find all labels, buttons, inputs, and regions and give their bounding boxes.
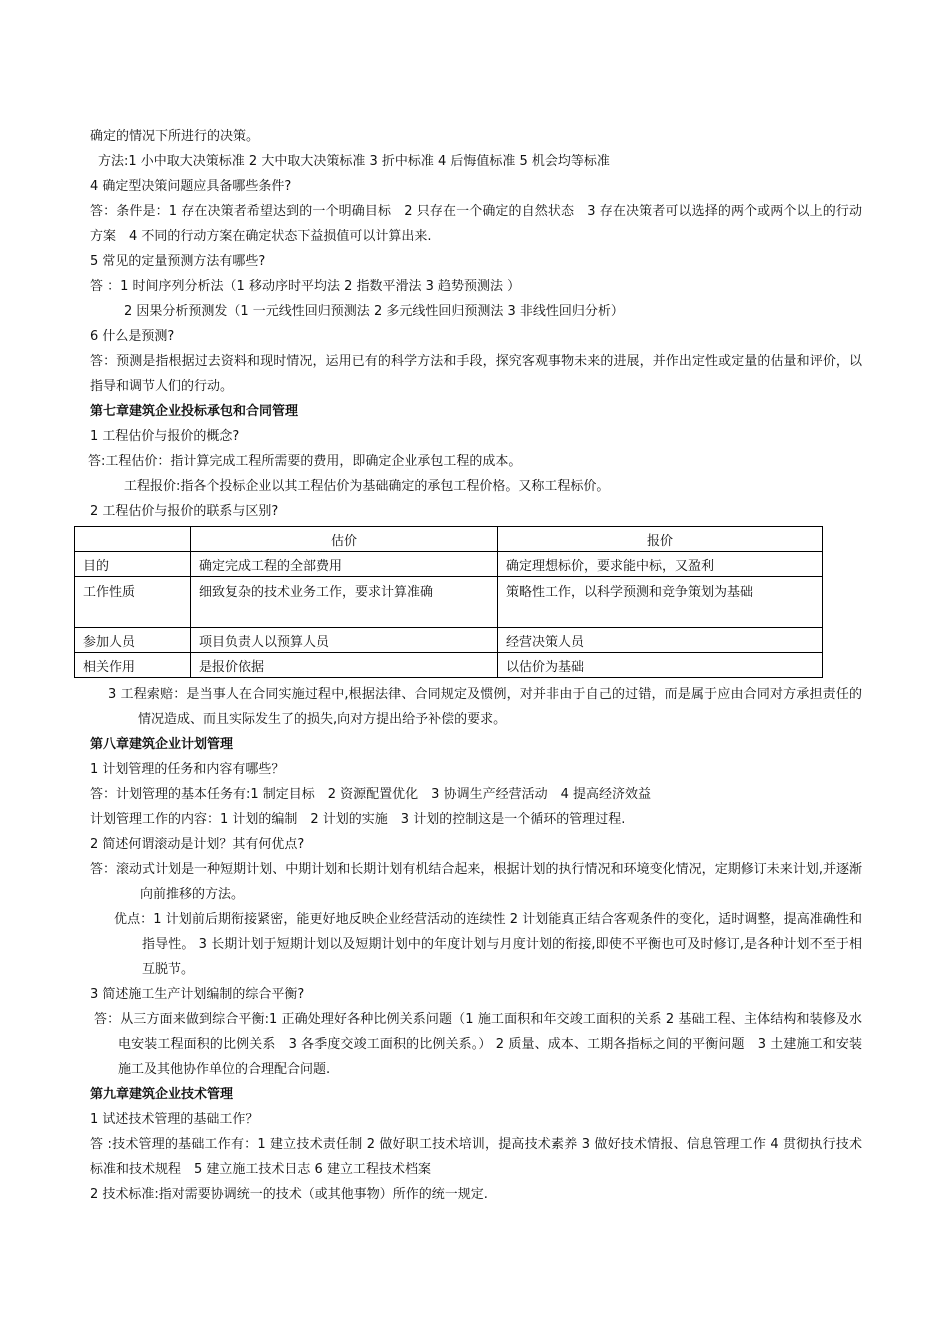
- chapter-heading: 第八章建筑企业计划管理: [90, 737, 234, 752]
- table-cell: 是报价依据: [191, 653, 498, 678]
- paragraph: 方法:1 小中取大决策标准 2 大中取大决策标准 3 折中标准 4 后悔值标准 5 机会均等标准: [98, 154, 610, 169]
- table-cell: 经营决策人员: [498, 628, 823, 653]
- question: 1 工程估价与报价的概念?: [90, 429, 240, 444]
- table-row: [75, 552, 823, 577]
- answer-continued: 2 因果分析预测发（1 一元线性回归预测法 2 多元线性回归预测法 3 非线性回归分析）: [124, 304, 624, 319]
- paragraph: 3 工程索赔：是当事人在合同实施过程中,根据法律、合同规定及惯例，对并非由于自己的过错，而是属于应由合同对方承担责任的情况造成、而且实际发生了的损失,向对方提出给予补偿的要求。: [108, 687, 862, 727]
- table-row: [75, 577, 823, 628]
- table-cell: 确定理想标价，要求能中标，又盈利: [498, 552, 823, 577]
- chapter-heading: 第七章建筑企业投标承包和合同管理: [90, 404, 299, 419]
- answer: 答：计划管理的基本任务有:1 制定目标 2 资源配置优化 3 协调生产经营活动 4 提高经济效益: [90, 787, 651, 802]
- table-cell: 参加人员: [75, 628, 191, 653]
- table-cell: 确定完成工程的全部费用: [191, 552, 498, 577]
- answer: 答 ：1 时间序列分析法（1 移动序时平均法 2 指数平滑法 3 趋势预测法 ）: [90, 279, 521, 294]
- document-page: [83, 124, 862, 1207]
- question: 2 简述何谓滚动是计划？其有何优点?: [90, 837, 305, 852]
- question: 6 什么是预测?: [90, 329, 175, 344]
- table-header-row: [75, 527, 823, 552]
- table-cell: 工作性质: [75, 577, 191, 628]
- table-header-cell: 估价: [191, 527, 498, 552]
- paragraph: 确定的情况下所进行的决策。: [90, 129, 260, 144]
- table-cell: 目的: [75, 552, 191, 577]
- question: 2 工程估价与报价的联系与区别?: [90, 504, 279, 519]
- table-header-cell: [75, 527, 191, 552]
- table-cell: 策略性工作，以科学预测和竞争策划为基础: [498, 577, 823, 628]
- table-row: [75, 628, 823, 653]
- answer-continued: 工程报价:指各个投标企业以其工程估价为基础确定的承包工程价格。又称工程标价。: [124, 479, 610, 494]
- answer: 答 :技术管理的基础工作有：1 建立技术责任制 2 做好职工技术培训，提高技术素养 3 做好技术情报、信息管理工作 4 贯彻执行技术标准和技术规程 5 建立施工技术日志 6 建立工程技术档案: [90, 1137, 862, 1177]
- question: 4 确定型决策问题应具备哪些条件?: [90, 179, 292, 194]
- answer: 答：从三方面来做到综合平衡:1 正确处理好各种比例关系问题（1 施工面积和年交竣工面积的关系 2 基础工程、主体结构和装修及水电安装工程面积的比例关系 3 各季度交竣工面积的比例关系。） 2 质量、成本、工期各指标之间的平衡问题 3 土建施工和安装施工及其他协作单位的合理配合问题.: [94, 1012, 862, 1077]
- table-cell: 以估价为基础: [498, 653, 823, 678]
- answer: 答：条件是：1 存在决策者希望达到的一个明确目标 2 只存在一个确定的自然状态 3 存在决策者可以选择的两个或两个以上的行动方案 4 不同的行动方案在确定状态下益损值可以计算出来.: [90, 204, 862, 244]
- table-row: [75, 653, 823, 678]
- question: 1 试述技术管理的基础工作？: [90, 1112, 259, 1127]
- table-cell: 细致复杂的技术业务工作，要求计算准确: [191, 577, 498, 628]
- table-header-cell: 报价: [498, 527, 823, 552]
- paragraph: 2 技术标准:指对需要协调统一的技术（或其他事物）所作的统一规定.: [90, 1187, 488, 1202]
- answer: 答：滚动式计划是一种短期计划、中期计划和长期计划有机结合起来，根据计划的执行情况和环境变化情况，定期修订未来计划,并逐渐向前推移的方法。: [90, 862, 862, 902]
- answer: 答：预测是指根据过去资料和现时情况，运用已有的科学方法和手段，探究客观事物未来的进展，并作出定性或定量的估量和评价，以指导和调节人们的行动。: [90, 354, 862, 394]
- table-cell: 相关作用: [75, 653, 191, 678]
- answer: 答:工程估价：指计算完成工程所需要的费用，即确定企业承包工程的成本。: [88, 454, 522, 469]
- question: 3 简述施工生产计划编制的综合平衡?: [90, 987, 305, 1002]
- question: 5 常见的定量预测方法有哪些?: [90, 254, 266, 269]
- answer-continued: 计划管理工作的内容：1 计划的编制 2 计划的实施 3 计划的控制这是一个循环的管理过程.: [90, 812, 626, 827]
- question: 1 计划管理的任务和内容有哪些？: [90, 762, 285, 777]
- chapter-heading: 第九章建筑企业技术管理: [90, 1087, 234, 1102]
- comparison-table: [74, 526, 823, 678]
- answer-continued: 优点：1 计划前后期衔接紧密，能更好地反映企业经营活动的连续性 2 计划能真正结合客观条件的变化，适时调整，提高准确性和指导性。 3 长期计划于短期计划以及短期计划中的年度计划与月度计划的衔接,即使不平衡也可及时修订,是各种计划不至于相互脱节。: [114, 912, 862, 977]
- table-cell: 项目负责人以预算人员: [191, 628, 498, 653]
